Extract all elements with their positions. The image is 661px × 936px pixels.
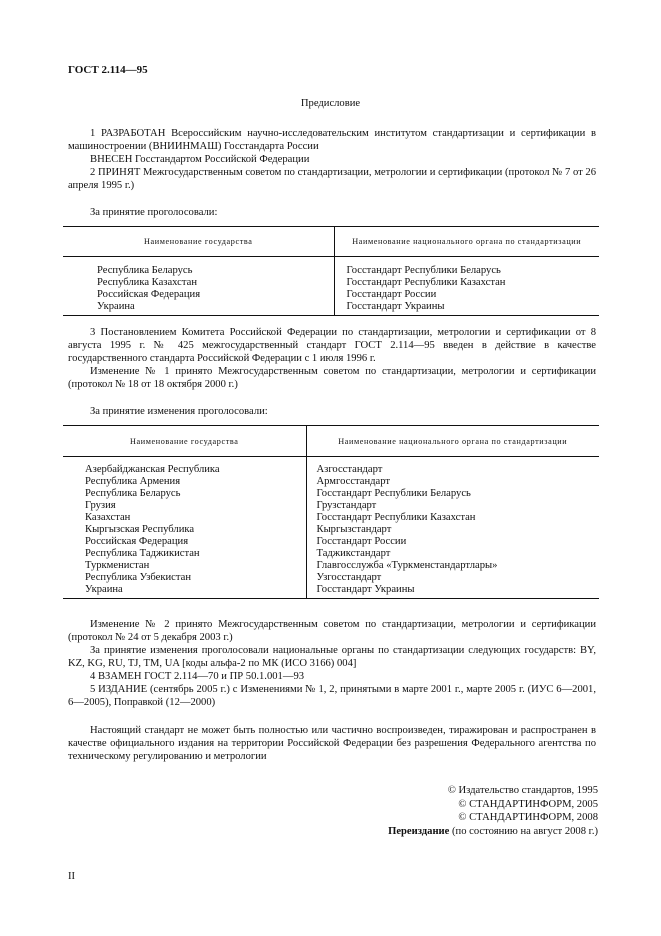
table-row-body: Госстандарт Республики Казахстан	[316, 512, 476, 523]
table-row-state: Республика Казахстан	[97, 277, 198, 288]
table-row-body: Азгосстандарт	[316, 464, 383, 475]
table-row-state: Азербайджанская Республика	[85, 464, 220, 475]
change-2: Изменение № 2 принято Межгосударственным советом по стандартизации, метрологии и сертификации (протокол № 24 от 5 декабря 2003 г.)	[68, 619, 596, 643]
preface-items-bottom	[68, 618, 596, 709]
item-2-adopted: 2 ПРИНЯТ Межгосударственным советом по стандартизации, метрологии и сертификации (протокол № 7 от 26 апреля 1995 г.)	[68, 167, 596, 191]
table-row-state: Республика Таджикистан	[85, 548, 200, 559]
preface-title: Предисловие	[300, 98, 361, 109]
table-row-body: Госстандарт Республики Беларусь	[346, 265, 501, 276]
change-1: Изменение № 1 принято Межгосударственным советом по стандартизации, метрологии и сертификации (протокол № 18 от 18 октября 2000 г.)	[68, 366, 596, 390]
vote1-bodies-cell	[334, 257, 599, 316]
copyright-notice: Настоящий стандарт не может быть полностью или частично воспроизведен, тиражирован и распространен в качестве официального издания на территории Российской Федерации без разрешения Федерального агентства по техническому регулированию и метрологии	[68, 725, 596, 762]
copyright-block	[340, 784, 598, 838]
vote1-table	[63, 226, 599, 316]
table-row-body: Госстандарт Украины	[346, 301, 445, 312]
copyright-line: © Издательство стандартов, 1995	[447, 785, 598, 796]
vote1-intro: За принятие проголосовали:	[90, 207, 218, 218]
document-code: ГОСТ 2.114—95	[68, 64, 148, 76]
table-row-body: Грузстандарт	[316, 500, 377, 511]
item-4-replaces: 4 ВЗАМЕН ГОСТ 2.114—70 и ПР 50.1.001—93	[90, 671, 305, 682]
table-row-state: Республика Беларусь	[85, 488, 181, 499]
vote2-bodies-cell	[306, 457, 599, 599]
vote2-table	[63, 425, 599, 599]
vote1-col-state-header: Наименование государства	[63, 227, 334, 257]
table-row-body: Таджикстандарт	[316, 548, 391, 559]
vote2-intro: За принятие изменения проголосовали:	[90, 406, 268, 417]
table-row-state: Украина	[85, 584, 123, 595]
item-3-enacted: 3 Постановлением Комитета Российской Федерации по стандартизации, метрологии и сертификации от 8 августа 1995 г. № 425 межгосударственный стандарт ГОСТ 2.114—95 введен в действие в качестве государственного стандарта Российской Федерации с 1 июля 1996 г.	[68, 327, 596, 364]
table-row-state: Украина	[97, 301, 135, 312]
item-5-edition: 5 ИЗДАНИЕ (сентябрь 2005 г.) с Изменениями № 1, 2, принятыми в марте 2001 г., марте 2005 г. (ИУС 6—2001, 6—2005), Поправкой (12—2000)	[68, 684, 596, 708]
reissue-text: (по состоянию на август 2008 г.)	[452, 825, 598, 837]
copyright-line: © СТАНДАРТИНФОРМ, 2005	[458, 798, 598, 810]
table-row-body: Узгосстандарт	[316, 572, 382, 583]
table-row-state: Казахстан	[85, 512, 131, 523]
table-row-body: Госстандарт Республики Беларусь	[316, 488, 471, 499]
vote2-states-cell	[63, 457, 306, 599]
page-number: II	[68, 871, 76, 882]
vote1-states-cell	[63, 257, 334, 316]
reissue-label: Переиздание	[388, 825, 450, 837]
item-introduced: ВНЕСЕН Госстандартом Российской Федерации	[90, 154, 310, 165]
copyright-line: © СТАНДАРТИНФОРМ, 2008	[458, 812, 598, 823]
table-row-state: Грузия	[85, 500, 116, 511]
vote1-col-body-header: Наименование национального органа по стандартизации	[334, 227, 599, 257]
table-row-body: Госстандарт России	[316, 536, 407, 547]
copyright-notice-block	[68, 724, 596, 763]
preface-items-top	[68, 127, 596, 192]
table-row-state: Российская Федерация	[97, 289, 201, 300]
table-row-state: Российская Федерация	[85, 536, 189, 547]
change-2-vote: За принятие изменения проголосовали национальные органы по стандартизации следующих государств: BY, KZ, KG, RU, TJ, TM, UA [коды альфа-2 по МК (ИСО 3166) 004]	[68, 645, 596, 669]
item-1-developed: 1 РАЗРАБОТАН Всероссийским научно-исследовательским институтом стандартизации и сертификации в машиностроении (ВНИИНМАШ) Госстандарта России	[68, 128, 596, 152]
table-row-state: Туркменистан	[85, 560, 150, 571]
table-row-state: Республика Беларусь	[97, 265, 193, 276]
preface-items-mid	[68, 326, 596, 391]
table-row-body: Главгосслужба «Туркменстандартлары»	[316, 560, 498, 571]
reissue-line	[340, 825, 598, 839]
table-row-state: Республика Узбекистан	[85, 572, 192, 583]
table-row-body: Армгосстандарт	[316, 476, 391, 487]
table-row-body: Кыргызстандарт	[316, 524, 392, 535]
vote2-col-body-header: Наименование национального органа по стандартизации	[306, 426, 599, 457]
table-row-body: Госстандарт Республики Казахстан	[346, 277, 506, 288]
table-row-body: Госстандарт Украины	[316, 584, 415, 595]
table-row-state: Республика Армения	[85, 476, 181, 487]
vote2-col-state-header: Наименование государства	[63, 426, 306, 457]
table-row-state: Кыргызская Республика	[85, 524, 195, 535]
table-row-body: Госстандарт России	[346, 289, 437, 300]
